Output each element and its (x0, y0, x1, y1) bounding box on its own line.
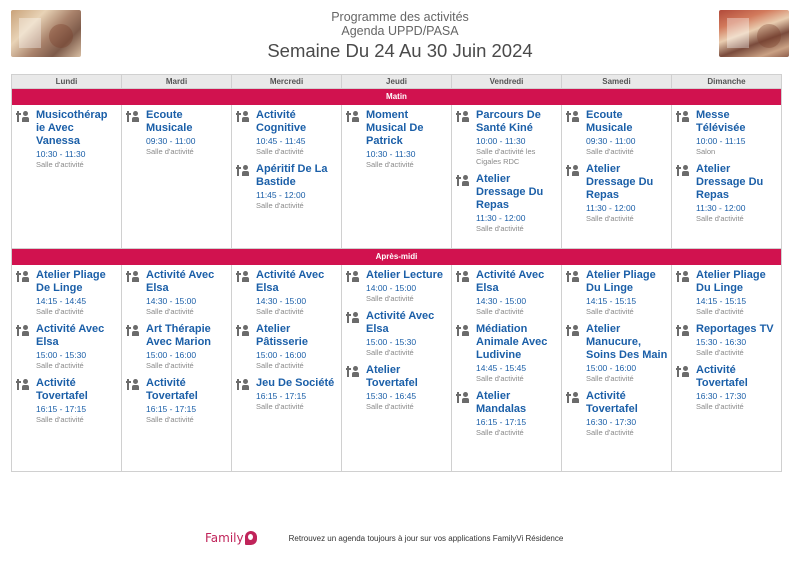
day-cell-morning-2 (232, 105, 342, 248)
activity-info (586, 269, 668, 317)
activity-title: Atelier Tovertafel (366, 364, 418, 389)
activity-location: Salle d'activité (586, 374, 634, 383)
activity-location: Salle d'activité (256, 147, 304, 156)
activity-title: Activité Avec Elsa (256, 269, 325, 294)
activity-info (586, 323, 668, 384)
day-cell-afternoon-4 (452, 265, 562, 472)
activity-item (676, 323, 778, 358)
activity-time: 11:30 - 12:00 (696, 203, 746, 213)
activity-location: Salle d'activité (696, 402, 744, 411)
activity-title: Atelier Pâtisserie (256, 323, 308, 348)
activity-info (36, 377, 118, 425)
activity-time: 16:15 - 17:15 (146, 404, 197, 414)
activity-item (236, 109, 338, 157)
day-cell-morning-6 (672, 105, 781, 248)
activity-info (586, 390, 668, 438)
activity-item (346, 310, 448, 358)
activity-info (366, 364, 448, 412)
activity-location: Salle d'activité (366, 160, 414, 169)
activity-location: Salle d'activité (256, 307, 304, 316)
activity-location: Salle d'activité (476, 374, 524, 383)
activity-time: 14:15 - 14:45 (36, 296, 87, 306)
activity-item (236, 163, 338, 211)
activity-item (456, 109, 558, 167)
activity-item (126, 323, 228, 371)
activity-info (586, 109, 668, 157)
activity-time: 10:30 - 11:30 (366, 149, 416, 159)
activity-item (456, 323, 558, 384)
activity-time: 11:45 - 12:00 (256, 190, 306, 200)
activity-people-icon (346, 271, 359, 283)
activity-item (566, 323, 668, 384)
activity-info (256, 269, 338, 317)
activity-info (696, 364, 778, 412)
activity-info (476, 269, 558, 317)
activity-item (456, 173, 558, 234)
activity-title: Atelier Pliage Du Linge (586, 269, 656, 294)
activity-people-icon (566, 271, 579, 283)
activity-time: 14:30 - 15:00 (476, 296, 527, 306)
day-header-4: Vendredi (452, 75, 562, 88)
activity-location: Salle d'activité (586, 214, 634, 223)
weekly-schedule (11, 74, 782, 472)
activity-title: Activité Tovertafel (36, 377, 88, 402)
activity-location: Salle d'activité (36, 307, 84, 316)
activity-info (476, 109, 558, 167)
activity-item (676, 109, 778, 157)
activity-people-icon (456, 111, 469, 123)
activity-people-icon (566, 165, 579, 177)
activity-location: Salle d'activité (36, 160, 84, 169)
activity-location: Salle d'activité (586, 428, 634, 437)
activity-time: 16:15 - 17:15 (256, 391, 307, 401)
activity-time: 09:30 - 11:00 (586, 136, 636, 146)
activity-time: 15:00 - 15:30 (36, 350, 87, 360)
activity-item (676, 269, 778, 317)
activity-item (236, 269, 338, 317)
activity-info (256, 323, 338, 371)
day-header-5: Samedi (562, 75, 672, 88)
activity-people-icon (126, 325, 139, 337)
logo-text: Family (205, 531, 244, 545)
activity-people-icon (126, 379, 139, 391)
activity-people-icon (16, 379, 29, 391)
activity-title: Activité Avec Elsa (366, 310, 435, 335)
activity-people-icon (676, 366, 689, 378)
activity-info (586, 163, 668, 224)
activity-time: 11:30 - 12:00 (586, 203, 636, 213)
activity-title: Activité Avec Elsa (36, 323, 105, 348)
activity-people-icon (126, 271, 139, 283)
activity-title: Activité Tovertafel (586, 390, 638, 415)
activity-item (16, 377, 118, 425)
activity-item (346, 269, 448, 304)
activity-item (16, 269, 118, 317)
activity-people-icon (16, 325, 29, 337)
activity-people-icon (16, 271, 29, 283)
activity-people-icon (346, 366, 359, 378)
activity-people-icon (566, 392, 579, 404)
activity-time: 15:00 - 16:00 (256, 350, 307, 360)
footer-text: Retrouvez un agenda toujours à jour sur vos applications FamilyVi Résidence (288, 533, 564, 543)
activity-location: Salle d'activité (256, 402, 304, 411)
week-title: Semaine Du 24 Au 30 Juin 2024 (267, 40, 533, 61)
activity-time: 10:45 - 11:45 (256, 136, 306, 146)
activity-item (16, 109, 118, 170)
activity-people-icon (236, 271, 249, 283)
activity-info (256, 163, 338, 211)
day-cell-afternoon-0 (12, 265, 122, 472)
activity-item (566, 109, 668, 157)
activity-location: Salle d'activité (696, 214, 744, 223)
activity-info (146, 109, 228, 157)
activity-title: Ecoute Musicale (586, 109, 633, 134)
activity-people-icon (236, 111, 249, 123)
activity-item (236, 323, 338, 371)
activity-title: Musicothérap ie Avec Vanessa (36, 109, 108, 147)
day-header-2: Mercredi (232, 75, 342, 88)
day-header-6: Dimanche (707, 77, 746, 86)
activity-location: Salle d'activité (146, 307, 194, 316)
activity-location: Salle d'activité (476, 224, 524, 233)
activity-people-icon (676, 325, 689, 337)
activity-title: Activité Tovertafel (146, 377, 198, 402)
activity-location: Salle d'activité (146, 147, 194, 156)
activity-people-icon (236, 165, 249, 177)
activity-location: Salle d'activité (146, 361, 194, 370)
activity-location: Salle d'activité (476, 307, 524, 316)
activity-time: 10:00 - 11:30 (476, 136, 526, 146)
day-cell-afternoon-1 (122, 265, 232, 472)
activity-info (36, 109, 118, 170)
activity-people-icon (676, 165, 689, 177)
activity-title: Messe Télévisée (696, 109, 746, 134)
activity-item (346, 364, 448, 412)
activity-title: Jeu De Société (256, 377, 335, 389)
activity-time: 14:15 - 15:15 (696, 296, 747, 306)
page-header (0, 10, 800, 62)
activity-title: Parcours De Santé Kiné (476, 109, 541, 134)
activity-time: 14:30 - 15:00 (256, 296, 307, 306)
activity-people-icon (456, 392, 469, 404)
activity-location: Salle d'activité (36, 361, 84, 370)
activity-item (126, 269, 228, 317)
activity-people-icon (346, 111, 359, 123)
day-cell-morning-4 (452, 105, 562, 248)
activity-people-icon (456, 175, 469, 187)
activity-info (476, 390, 558, 438)
activity-item (676, 163, 778, 224)
activity-people-icon (566, 325, 579, 337)
activity-title: Moment Musical De Patrick (366, 109, 424, 147)
activity-location: Salon (696, 147, 716, 156)
activity-location: Salle d'activité (586, 307, 634, 316)
activity-location: Salle d'activité (366, 294, 414, 303)
activity-time: 16:15 - 17:15 (36, 404, 87, 414)
cells-morning (12, 105, 781, 249)
activity-people-icon (676, 271, 689, 283)
activity-title: Activité Cognitive (256, 109, 307, 134)
day-header-1: Mardi (122, 75, 232, 88)
activity-title: Ecoute Musicale (146, 109, 193, 134)
activity-info (256, 377, 338, 412)
activity-people-icon (126, 111, 139, 123)
activity-info (256, 109, 338, 157)
day-cell-morning-5 (562, 105, 672, 248)
activity-location: Salle d'activité (696, 348, 744, 357)
activity-time: 15:00 - 15:30 (366, 337, 417, 347)
activity-title: Art Thérapie Avec Marion (146, 323, 212, 348)
activity-info (476, 323, 558, 384)
activity-people-icon (236, 325, 249, 337)
activity-info (366, 269, 448, 304)
activity-item (126, 109, 228, 157)
activity-item (236, 377, 338, 412)
activity-location: Salle d'activité (256, 201, 304, 210)
activity-people-icon (566, 111, 579, 123)
day-cell-morning-0 (12, 105, 122, 248)
activity-time: 14:45 - 15:45 (476, 363, 527, 373)
activity-item (346, 109, 448, 170)
activity-title: Apéritif De La Bastide (256, 163, 328, 188)
activity-item (566, 390, 668, 438)
cells-afternoon (12, 265, 781, 472)
footer (205, 528, 563, 548)
day-cell-morning-3 (342, 105, 452, 248)
activity-location: Salle d'activité (366, 348, 414, 357)
activity-time: 16:30 - 17:30 (696, 391, 747, 401)
activity-time: 16:30 - 17:30 (586, 417, 637, 427)
activity-location: Salle d'activité les Cigales RDC (476, 147, 536, 166)
activity-people-icon (676, 111, 689, 123)
activity-time: 15:00 - 16:00 (586, 363, 637, 373)
activity-time: 09:30 - 11:00 (146, 136, 196, 146)
activity-title: Activité Avec Elsa (476, 269, 545, 294)
activity-info (36, 323, 118, 371)
day-cell-morning-1 (122, 105, 232, 248)
activity-time: 15:30 - 16:30 (696, 337, 747, 347)
day-header-3: Jeudi (342, 75, 452, 88)
activity-title: Atelier Dressage Du Repas (586, 163, 654, 201)
activity-title: Activité Avec Elsa (146, 269, 215, 294)
activity-location: Salle d'activité (476, 428, 524, 437)
activity-time: 10:30 - 11:30 (36, 149, 86, 159)
activity-time: 14:00 - 15:00 (366, 283, 417, 293)
activity-location: Salle d'activité (36, 415, 84, 424)
day-cell-afternoon-2 (232, 265, 342, 472)
activity-location: Salle d'activité (696, 307, 744, 316)
activity-time: 14:15 - 15:15 (586, 296, 637, 306)
activity-time: 16:15 - 17:15 (476, 417, 527, 427)
activity-title: Activité Tovertafel (696, 364, 748, 389)
activity-time: 10:00 - 11:15 (696, 136, 746, 146)
activity-location: Salle d'activité (146, 415, 194, 424)
activity-item (456, 269, 558, 317)
activity-item (676, 364, 778, 412)
activity-time: 15:30 - 16:45 (366, 391, 417, 401)
program-title: Programme des activités (331, 10, 469, 24)
activity-title: Atelier Lecture (366, 269, 444, 281)
activity-title: Atelier Manucure, Soins Des Main (586, 323, 668, 361)
day-cell-afternoon-3 (342, 265, 452, 472)
days-header (12, 75, 781, 89)
activity-info (696, 323, 778, 358)
activity-item (16, 323, 118, 371)
activity-location: Salle d'activité (366, 402, 414, 411)
day-cell-afternoon-5 (562, 265, 672, 472)
activity-info (366, 310, 448, 358)
activity-item (456, 390, 558, 438)
activity-info (366, 109, 448, 170)
activity-time: 14:30 - 15:00 (146, 296, 197, 306)
band-morning: Matin (12, 89, 781, 105)
activity-people-icon (456, 325, 469, 337)
activity-info (696, 163, 778, 224)
activity-info (36, 269, 118, 317)
day-cell-afternoon-6 (672, 265, 781, 472)
activity-title: Reportages TV (696, 323, 774, 335)
activity-item (566, 163, 668, 224)
activity-item (126, 377, 228, 425)
activity-title: Atelier Pliage Du Linge (696, 269, 766, 294)
activity-people-icon (456, 271, 469, 283)
activity-people-icon (236, 379, 249, 391)
activity-people-icon (16, 111, 29, 123)
activity-location: Salle d'activité (586, 147, 634, 156)
activity-info (146, 377, 228, 425)
activity-title: Atelier Mandalas (476, 390, 527, 415)
activity-info (146, 269, 228, 317)
activity-title: Atelier Dressage Du Repas (476, 173, 544, 211)
activity-item (566, 269, 668, 317)
band-afternoon: Après-midi (12, 249, 781, 265)
activity-title: Médiation Animale Avec Ludivine (476, 323, 548, 361)
day-header-0: Lundi (12, 75, 122, 88)
activity-title: Atelier Pliage De Linge (36, 269, 106, 294)
activity-info (696, 269, 778, 317)
activity-time: 15:00 - 16:00 (146, 350, 197, 360)
activity-people-icon (346, 312, 359, 324)
activity-info (146, 323, 228, 371)
activity-info (476, 173, 558, 234)
familyvi-logo-icon (245, 531, 257, 545)
agenda-name: Agenda UPPD/PASA (341, 24, 459, 38)
activity-info (696, 109, 778, 157)
activity-title: Atelier Dressage Du Repas (696, 163, 764, 201)
activity-time: 11:30 - 12:00 (476, 213, 526, 223)
activity-location: Salle d'activité (256, 361, 304, 370)
familyvi-logo (205, 531, 257, 545)
